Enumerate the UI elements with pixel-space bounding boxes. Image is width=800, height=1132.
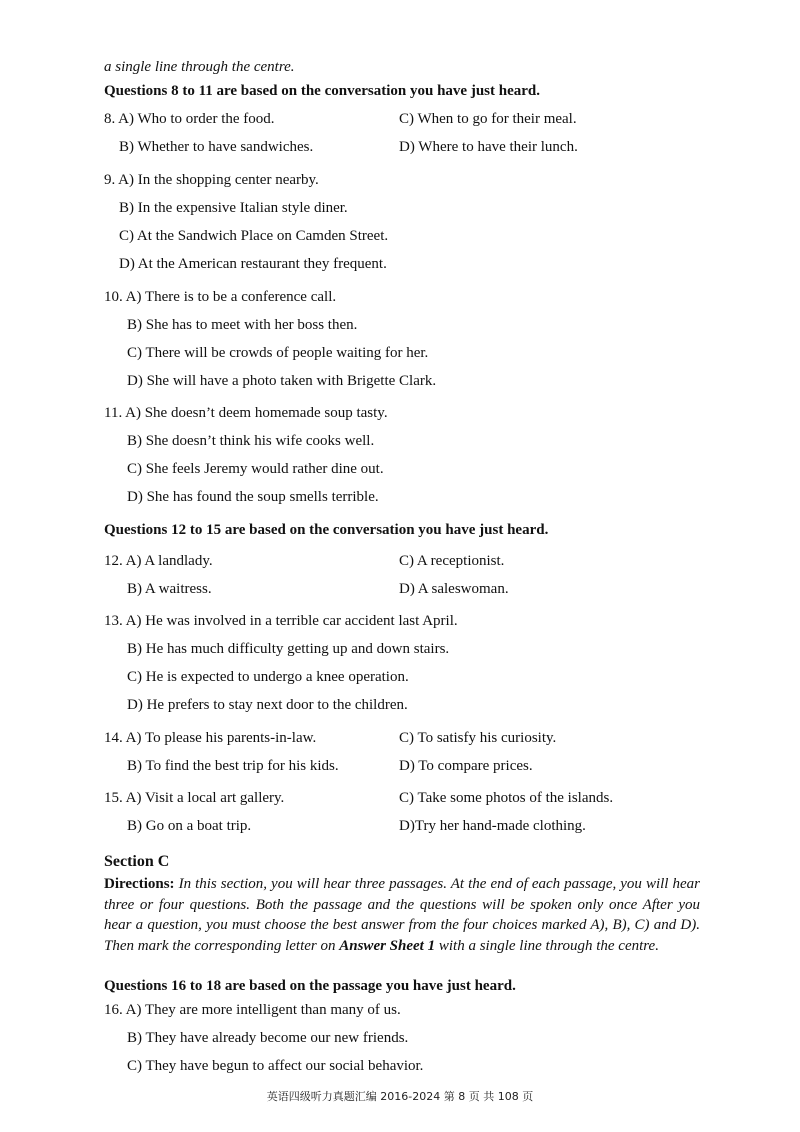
q14-option-b: B) To find the best trip for his kids.	[127, 758, 339, 774]
q8-option-d: D) Where to have their lunch.	[399, 139, 578, 155]
q8-option-c: C) When to go for their meal.	[399, 111, 577, 127]
page-footer: 英语四级听力真题汇编 2016-2024 第 8 页 共 108 页	[266, 1090, 534, 1103]
q10-option-b: B) She has to meet with her boss then.	[127, 317, 358, 333]
section-c-title: Section C	[104, 853, 170, 870]
q11-option-b: B) She doesn’t think his wife cooks well.	[127, 433, 375, 449]
q13-option-b: B) He has much difficulty getting up and down stairs.	[127, 641, 450, 657]
q12-option-a: 12. A) A landlady.	[104, 553, 213, 569]
q11-option-a: 11. A) She doesn’t deem homemade soup tasty.	[104, 405, 388, 421]
q11-option-c: C) She feels Jeremy would rather dine out.	[127, 461, 384, 477]
q10-option-a: 10. A) There is to be a conference call.	[104, 289, 337, 305]
group3-heading: Questions 16 to 18 are based on the passage you have just heard.	[104, 978, 516, 994]
q16-option-a: 16. A) They are more intelligent than many of us.	[104, 1002, 401, 1018]
answer-sheet-label: Answer Sheet 1	[339, 937, 436, 954]
q15-option-b: B) Go on a boat trip.	[127, 818, 252, 834]
q9-option-b: B) In the expensive Italian style diner.	[119, 200, 348, 216]
q10-option-c: C) There will be crowds of people waiting for her.	[127, 345, 429, 361]
q13-option-c: C) He is expected to undergo a knee operation.	[127, 669, 409, 685]
q12-option-d: D) A saleswoman.	[399, 581, 509, 597]
directions-end: with a single line through the centre.	[435, 937, 659, 954]
group1-heading: Questions 8 to 11 are based on the conversation you have just heard.	[104, 83, 540, 99]
q10-option-d: D) She will have a photo taken with Brigette Clark.	[127, 373, 437, 389]
q13-option-a: 13. A) He was involved in a terrible car accident last April.	[104, 613, 458, 629]
q14-option-a: 14. A) To please his parents-in-law.	[104, 730, 317, 746]
q16-option-c: C) They have begun to affect our social behavior.	[127, 1058, 424, 1074]
q12-option-c: C) A receptionist.	[399, 553, 505, 569]
group2-heading: Questions 12 to 15 are based on the conversation you have just heard.	[104, 522, 549, 538]
q9-option-a: 9. A) In the shopping center nearby.	[104, 172, 319, 188]
q9-option-c: C) At the Sandwich Place on Camden Street.	[119, 228, 389, 244]
directions-label: Directions:	[104, 876, 175, 892]
q15-option-a: 15. A) Visit a local art gallery.	[104, 790, 285, 806]
q8-option-b: B) Whether to have sandwiches.	[119, 139, 314, 155]
q12-option-b: B) A waitress.	[127, 581, 212, 597]
q9-option-d: D) At the American restaurant they frequent.	[119, 256, 387, 272]
q13-option-d: D) He prefers to stay next door to the children.	[127, 697, 408, 713]
directions-text: In this section, you will hear three passages. At the end of each passage, you will hear three or four questions. Both the passage and the questions will be spoken only once After you hear a question, you must choose the best answer from the four choices marked A), B), C) and D). Then mark the corresponding letter on	[104, 876, 700, 954]
q15-option-d: D)Try her hand-made clothing.	[399, 818, 586, 834]
intro-line: a single line through the centre.	[104, 59, 295, 75]
q11-option-d: D) She has found the soup smells terrible.	[127, 489, 379, 505]
q14-option-c: C) To satisfy his curiosity.	[399, 730, 557, 746]
q8-option-a: 8. A) Who to order the food.	[104, 111, 275, 127]
section-c-directions	[104, 874, 700, 956]
q15-option-c: C) Take some photos of the islands.	[399, 790, 614, 806]
q16-option-b: B) They have already become our new friends.	[127, 1030, 409, 1046]
q14-option-d: D) To compare prices.	[399, 758, 533, 774]
